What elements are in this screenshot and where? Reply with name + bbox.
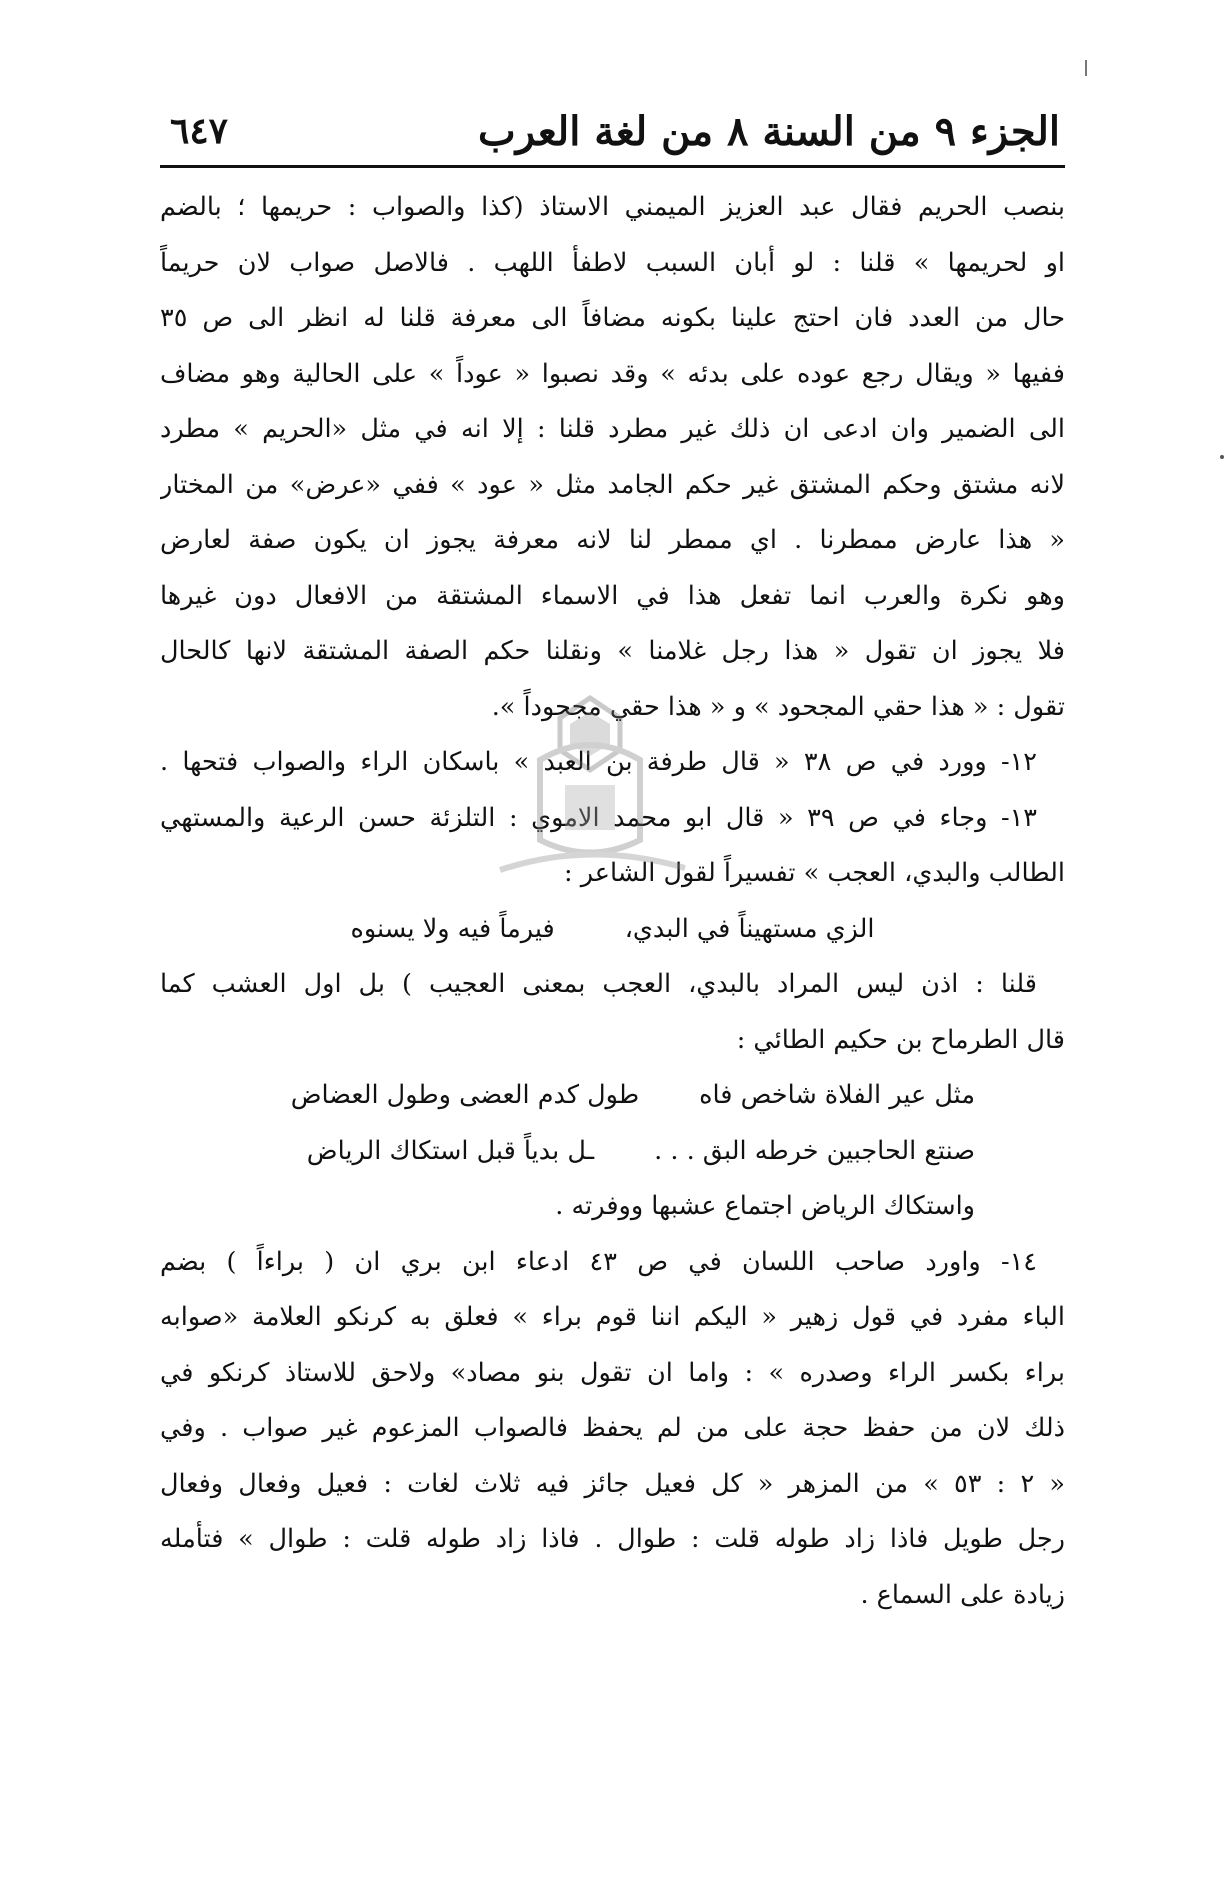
page-body <box>160 180 1065 1623</box>
text-line: وهو نكرة والعرب انما تفعل هذا في الاسماء المشتقة من الافعال دون غيرها <box>160 580 1065 611</box>
text-line: حال من العدد فان احتج علينا بكونه مضافاً الى معرفة قلنا له انظر الى ص ٣٥ <box>160 303 1065 333</box>
library-watermark-stamp <box>470 690 710 900</box>
item-14-line: رجل طويل فاذا زاد طوله قلت : طوال . فاذا زاد طوله قلت : طوال » فتأمله <box>160 1524 1065 1554</box>
verse-2-note-text: واستكاك الرياض اجتماع عشبها ووفرته . <box>555 1191 975 1221</box>
scan-mark <box>1085 60 1087 76</box>
item-14-line: ذلك لان من حفظ حجة على من لم يحفظ فالصواب المزعوم غير صواب . وفي <box>160 1413 1065 1443</box>
text-line: الى الضمير وان ادعى ان ذلك غير مطرد قلنا : إلا انه في مثل «الحريم » مطرد <box>160 414 1065 444</box>
item-14-line: براء بكسر الراء وصدره » : واما ان تقول بنو مصاد» ولاحق للاستاذ كرنكو في <box>160 1357 1065 1388</box>
page-number: ٦٤٧ <box>170 110 229 152</box>
item-14-line: زيادة على السماع . <box>860 1579 1065 1610</box>
item-13-line-1: ١٣- وجاء في ص ٣٩ « قال ابو محمد الاموي : التلزئة حسن الرعية والمستهي <box>160 802 1037 833</box>
text-line: بنصب الحريم فقال عبد العزيز الميمني الاستاذ (كذا والصواب : حريمها ؛ بالضم <box>160 192 1065 222</box>
verse-2-line-1 <box>160 1068 1065 1124</box>
header-title: الجزء ٩ من السنة ٨ من لغة العرب <box>478 108 1060 155</box>
verse-2-hemistich: مثل عير الفلاة شاخص فاه <box>699 1080 975 1110</box>
text-line: قلنا : اذن ليس المراد بالبدي، العجب بمعنى العجيب ) بل اول العشب كما <box>160 969 1037 999</box>
text-line: « هذا عارض ممطرنا . اي ممطر لنا لانه معرفة يجوز ان يكون صفة لعارض <box>160 525 1065 555</box>
item-12: ١٢- وورد في ص ٣٨ « قال طرفة بن العبد » باسكان الراء والصواب فتحها . <box>160 747 1037 777</box>
text-line: قال الطرماح بن حكيم الطائي : <box>736 1024 1065 1055</box>
text-line: لانه مشتق وحكم المشتق غير حكم الجامد مثل « عود » ففي «عرض» من المختار <box>160 469 1065 500</box>
item-14-line: « ٢ : ٥٣ » من المزهر « كل فعيل جائز فيه ثلاث لغات : فعيل وفعال وفعال <box>160 1468 1065 1499</box>
scan-dot <box>1220 455 1224 459</box>
item-14-line: الباء مفرد في قول زهير « اليكم اننا قوم براء » فعلق به كرنكو العلامة «صوابه <box>160 1302 1065 1332</box>
verse-1 <box>160 902 1065 958</box>
header-rule <box>160 165 1065 168</box>
verse-1-hemistich-2: فيرماً فيه ولا يسنوه <box>350 913 555 944</box>
verse-1-hemistich-1: الزي مستهيناً في البدي، <box>624 913 875 944</box>
verse-2-hemistich: ـل بدياً قبل استكاك الرياض <box>306 1135 595 1166</box>
verse-2-note <box>160 1179 1065 1235</box>
verse-2-line-2 <box>160 1124 1065 1180</box>
item-13-line-2: الطالب والبدي، العجب » تفسيراً لقول الشاعر : <box>564 858 1065 888</box>
text-line: فلا يجوز ان تقول « هذا رجل غلامنا » ونقلنا حكم الصفة المشتقة لانها كالحال <box>160 636 1065 666</box>
text-line: تقول : « هذا حقي المجحود » و « هذا حقي مجحوداً ». <box>491 691 1065 722</box>
running-header <box>170 108 1060 168</box>
item-14-line: ١٤- واورد صاحب اللسان في ص ٤٣ ادعاء ابن بري ان ( براءاً ) بضم <box>160 1246 1038 1277</box>
verse-2-hemistich: طول كدم العضى وطول العضاض <box>290 1080 640 1110</box>
text-line: او لحريمها » قلنا : لو أبان السبب لاطفأ اللهب . فالاصل صواب لان حريماً <box>160 247 1065 278</box>
text-line: ففيها « ويقال رجع عوده على بدئه » وقد نصبوا « عوداً » على الحالية وهو مضاف <box>160 358 1065 389</box>
verse-2-hemistich: صنتع الحاجبين خرطه البق . . . <box>654 1135 975 1166</box>
